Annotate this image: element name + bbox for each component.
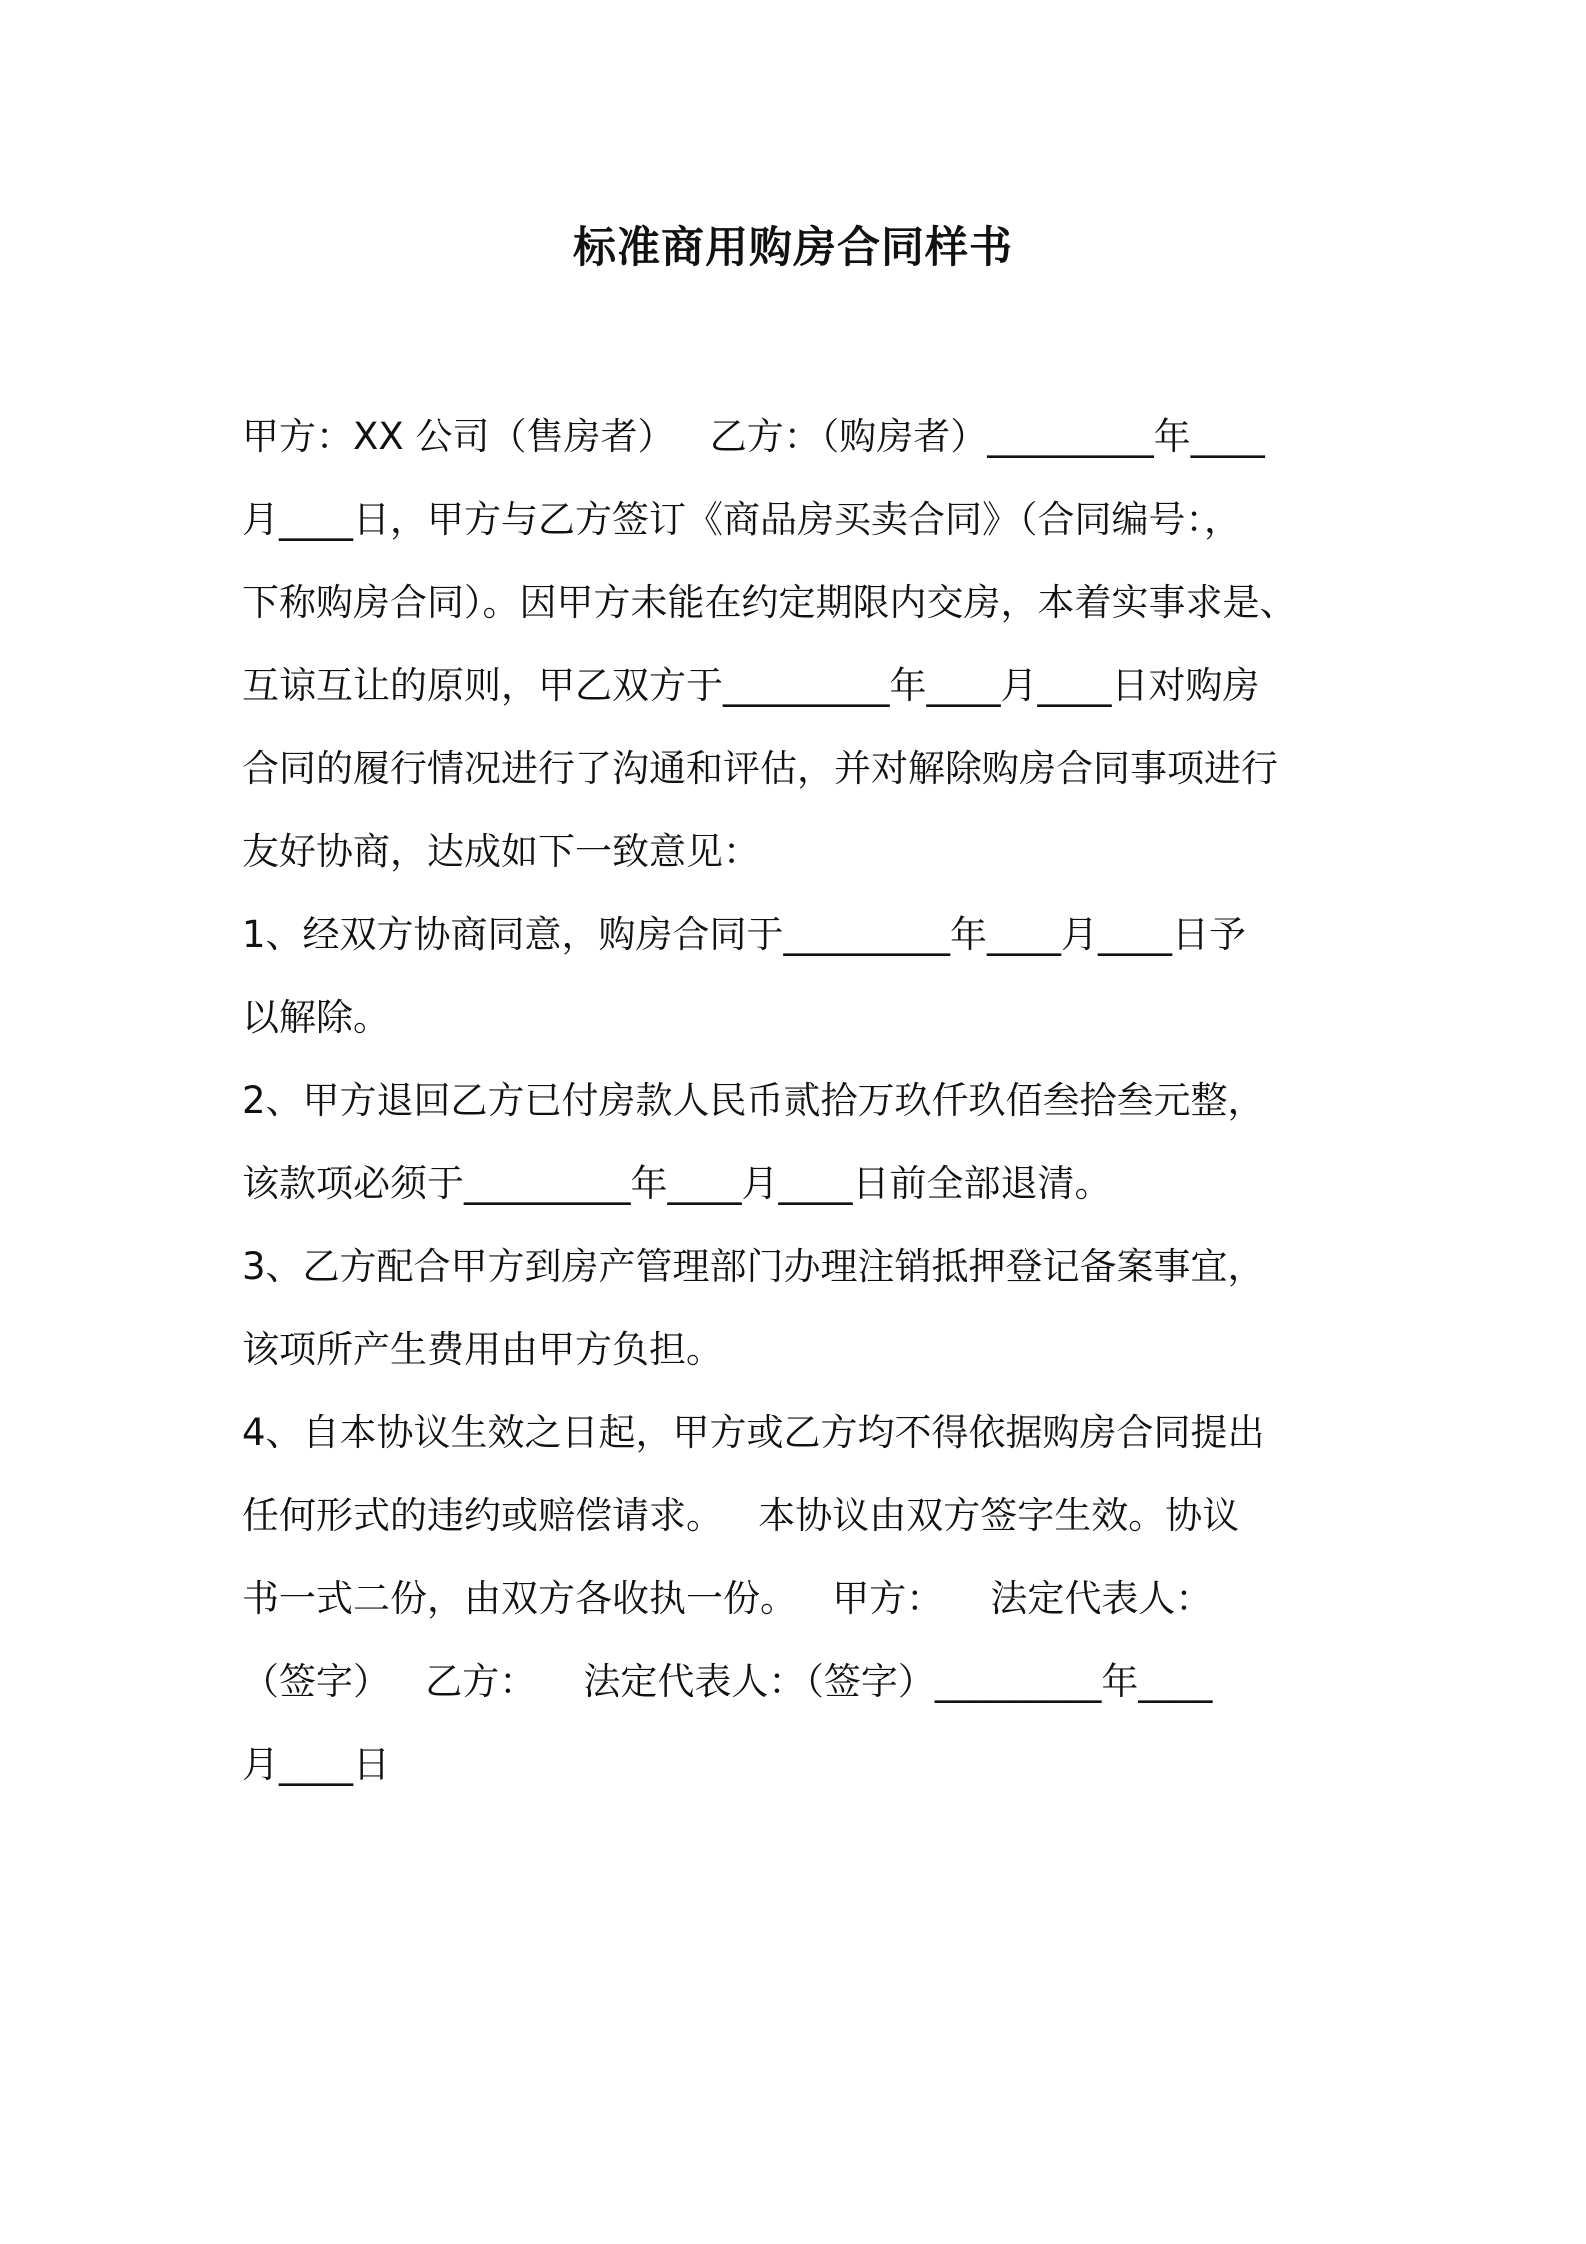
text-line: 互谅互让的原则，甲乙双方于_________年____月____日对购房 [242, 664, 1260, 707]
text-line: 该项所产生费用由甲方负担。 [242, 1328, 723, 1371]
text-line: 月____日，甲方与乙方签订《商品房买卖合同》（合同编号：， [242, 498, 1241, 541]
text-line: 下称购房合同）。因甲方未能在约定期限内交房，本着实事求是、 [242, 581, 1297, 624]
text-line: 4、自本协议生效之日起，甲方或乙方均不得依据购房合同提出 [242, 1411, 1265, 1454]
text-line: 3、乙方配合甲方到房产管理部门办理注销抵押登记备案事宜， [242, 1245, 1265, 1288]
document-title: 标准商用购房合同样书 [573, 223, 1013, 273]
text-line: 友好协商，达成如下一致意见： [242, 830, 760, 873]
text-line: 该款项必须于_________年____月____日前全部退清。 [242, 1162, 1112, 1205]
text-line: 合同的履行情况进行了沟通和评估，并对解除购房合同事项进行 [242, 747, 1278, 790]
text-line: 月____日 [242, 1743, 390, 1786]
text-line: 任何形式的违约或赔偿请求。 本协议由双方签字生效。协议 [242, 1494, 1240, 1537]
text-line: 1、经双方协商同意，购房合同于_________年____月____日予 [242, 913, 1247, 956]
text-line: 2、甲方退回乙方已付房款人民币贰拾万玖仟玖佰叁拾叁元整， [242, 1079, 1265, 1122]
text-line: 甲方：XX 公司（售房者） 乙方：（购房者）_________年____ [242, 415, 1265, 458]
text-line: 书一式二份，由双方各收执一份。 甲方： 法定代表人： [242, 1577, 1213, 1620]
text-line: 以解除。 [242, 996, 390, 1039]
text-line: （签字） 乙方： 法定代表人：（签字）_________年____ [242, 1660, 1213, 1703]
